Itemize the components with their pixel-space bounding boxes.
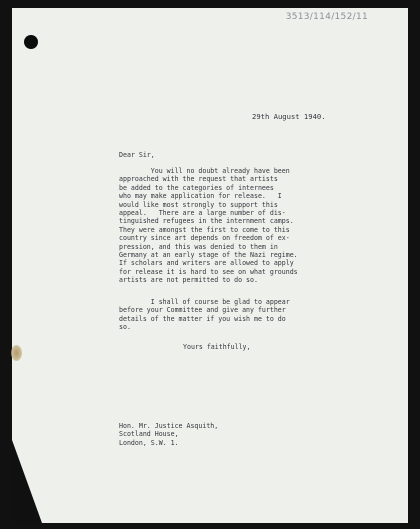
punch-hole: [24, 35, 38, 49]
text-line: If scholars and writers are allowed to apply: [119, 259, 294, 268]
closing: Yours faithfully,: [183, 343, 251, 351]
text-line: Hon. Mr. Justice Asquith,: [119, 422, 219, 430]
text-line: who may make application for release. I: [119, 192, 282, 201]
body-paragraph-1: [119, 167, 298, 285]
recipient-address: [119, 422, 218, 447]
text-line: Germany at an early stage of the Nazi regime.: [119, 251, 298, 260]
text-line: country since art depends on freedom of ex-: [119, 234, 290, 243]
text-line: Scotland House,: [119, 430, 179, 439]
text-line: London, S.W. 1.: [119, 438, 179, 447]
letter-date: 29th August 1940.: [252, 112, 326, 121]
text-line: I shall of course be glad to appear: [119, 298, 290, 306]
text-line: before your Committee and give any further: [119, 306, 286, 315]
salutation: Dear Sir,: [119, 151, 155, 159]
text-line: pression, and this was denied to them in: [119, 242, 278, 251]
text-line: for release it is hard to see on what grounds: [119, 267, 298, 276]
page-fold-shadow: [12, 440, 42, 523]
body-paragraph-2: [119, 298, 290, 332]
text-line: You will no doubt already have been: [119, 167, 290, 175]
text-line: They were amongst the first to come to this: [119, 225, 290, 234]
text-line: be added to the categories of internees: [119, 183, 274, 192]
text-line: tinguished refugees in the internment camps.: [119, 217, 294, 226]
text-line: details of the matter if you wish me to do: [119, 314, 286, 323]
text-line: approached with the request that artists: [119, 175, 278, 184]
text-line: artists are not permitted to do so.: [119, 276, 258, 285]
archive-reference: 3513/114/152/11: [285, 12, 368, 22]
text-line: would like most strongly to support this: [119, 200, 278, 209]
text-line: so.: [119, 323, 131, 332]
rust-stain: [11, 345, 22, 361]
text-line: appeal. There are a large number of dis-: [119, 209, 286, 218]
